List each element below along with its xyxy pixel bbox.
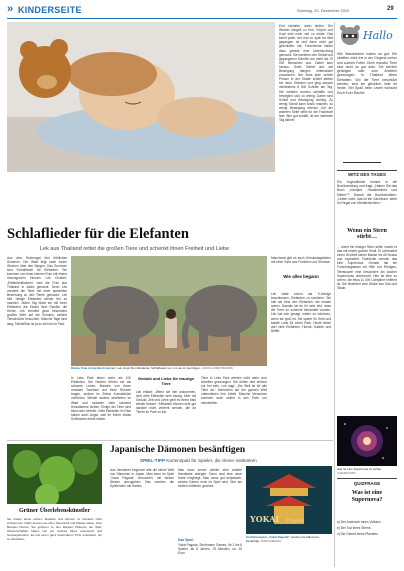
sleep-story-text: Erst schlafen, dann laufen. Der Wecker klingelt zu früh. Körper und Kopf sind noch viel zu müde. Das kennt jeder, der mal zu spät ins Bett gegangen ist und dann nicht gut geschlafen hat. Forschende haben dazu gerade eine Untersuchung gemacht. Sie werteten den Schlaf und gegangenen Schritte von mehr als 70 000 Menschen aus. Dabei kam heraus: Guter Schlaf und viel Bewegung hängen miteinander zusammen. Nur etwa jede zehnte Person in der Studie schlief sieben bis neun Stunden und ging danach mindestens 8 000 Schritte am Tag. Die meisten wurden schlafen und bewegten sich zu wenig. Daher sind Schlaf und Bewegung wichtig. Zu wenig Schlaf kann krank machen, zu wenig Bewegung ebenso. Auf der anderen Seite steht für die Fachleute fest: Wer gut schläft, ist am nächsten Tag aktiver. bbox=[279, 24, 333, 123]
sleeping-child-illustration bbox=[7, 22, 275, 172]
header-rule bbox=[7, 18, 397, 19]
elephant-text-col4: Manchmal gibt es auch Geburtstagsfeiern mit einer Torte aus Früchten und Gemüse. bbox=[271, 256, 331, 265]
elephant-photo-caption bbox=[71, 367, 267, 371]
yokai-box-title: YOKAI bbox=[250, 514, 280, 524]
moss-title: Grüner Überlebenskünstler bbox=[18, 508, 91, 514]
supernova-image bbox=[337, 416, 397, 466]
elephant-text-col4-top: Tiere in Leks Park werden nicht mehr zum Arbeiten gezwungen. Sie dürfen dort einfach nur frei sein. Lek sagt: „Die Welt ist für alle Tiere da.“ Menschen auf der ganzen Welt unterstützen ihre Arbeit. Manche Menschen kommen auch selbst in den Park, um mitzuhelfen. bbox=[201, 376, 267, 405]
hallo-box bbox=[337, 24, 397, 169]
stern-text: … wenn ein riesiger Stern stirbt, macht er das mit einem großen Knall. Er schleudert einen Großteil seiner Masse ins All hinaus und explodiert. Fachleute nennen das eine Supernova. Gerade hat ein Forschungsteam mit Hilfe von Röntgen-Teleskopen eine besondere Art solcher Supernovas untersucht. Hier ist eine zu sehen, die etwa 11 000 Lichtjahre entfernt ist. Sie hinterließ eine Wolke aus Gas und Staub. bbox=[337, 245, 397, 290]
quiz-option-c: c) Die Geburt eines Planeten bbox=[337, 532, 378, 536]
hallo-title: Hallo bbox=[363, 29, 393, 42]
begin-subheading: Wie alles begann bbox=[283, 274, 319, 279]
yokai-caption-credit: PUBLISHER/DPA bbox=[260, 539, 282, 543]
elephant-text-col2: In Leks Park leben mehr als 100 Elefanten. Die Namen führen sie als schwere Leben. Manche von ihnen mussten Touristen auf ihren Rücken tragen, andere im Zirkus Kunststücke vorführen. Wieder andere arbeiteten im Wald und mussten viele schwere Holzstämme ziehen. Einige der Tiere sind blind oder verletzt. Viele Elefanten im Park haben auch Angst, weil ihr früher etwas Schlimmes erlebt haben. bbox=[71, 376, 131, 421]
quiz-title: QUIZFRAGE bbox=[353, 481, 381, 486]
patience-subheading: Geduld und Liebe für traurige Tiere bbox=[137, 376, 195, 386]
supernova-caption-text: Hier ist eine Supernova zu sehen. bbox=[337, 467, 383, 471]
sleeping-child-photo bbox=[7, 22, 275, 172]
demons-info-label: Das Spiel bbox=[178, 538, 194, 542]
demons-info: Yokai Pagoda, Strohmann Games, für 1 bis 6 Spieler, ab 8 Jahren, 15 Minuten, ca. 15 Euro. bbox=[178, 543, 242, 556]
raccoon-mascot-icon bbox=[339, 24, 361, 46]
stern-title: Wenn ein Stern stirbt… bbox=[347, 228, 387, 240]
spiel-tipp-label: SPIEL-TIPP bbox=[140, 458, 166, 463]
yokai-caption-lead: Im Kartenspiel „Yokai Pagoda“ bbox=[246, 535, 290, 539]
section-arrow: » bbox=[7, 3, 14, 15]
witz-rule bbox=[337, 170, 397, 171]
main-headline: Schlaflieder für die Elefanten bbox=[7, 226, 189, 242]
witz-title: WITZ DES TAGES bbox=[348, 172, 386, 177]
moss-photo bbox=[7, 444, 102, 504]
witz-text: Ein Jugendlicher kommt in die Buchhandlung und fragt: „Haben Sie das Buch „Vampire. Hausbesitzer und Mieter“?“ Darauf die Buchhändlerin: „Leider nicht, das ist ein Sachbuch, steht im Regal von Mörderbüchern.“ bbox=[337, 180, 397, 206]
yokai-caption bbox=[246, 536, 332, 544]
demons-text-col2: Man kann immer wieder eine andere Handkarte ablegen. Dann wird eine neue Karte hingelegt. Man muss gut aufpassen, welche Karten noch im Spiel sind. Wer am besten mitdenkt, gewinnt. bbox=[178, 468, 242, 489]
hallo-signature bbox=[343, 152, 381, 163]
demons-text-col1: Aus Verweben beginnen alte die kleine Welt von Dämonen in Japan. Man kann im Spiel „Yokai Pagoda“ versuchen, mit diesen Wesen umzugehen. Das machen die Spielenden mit Karten. bbox=[110, 468, 174, 489]
yokai-box-subtitle: Pagoda bbox=[286, 518, 305, 524]
demons-subheadline: Kartenspaß für Spieler, die clever mitdenken bbox=[166, 458, 257, 463]
elephant-text-col1: Aus dem Dschungel tönt fröhliches Summen. Der Wald liegt nach vielen Wochen über den Bergen. Das Summen sind Schlaflieder für Elefanten. Sie kommen von einer kleinen Frau mit einem riesengroßen Herzen: Lek Chailert. „Elefantenflüsterin“ wird die Frau aus Thailand in Asien genannt. Denn Lek versteht die Tiere mit einer speziellen Beziehung zu den Tieren gemacht. Lek hilft, riesige Elefanten wieder frei zu machen. Jeden Tag blickt sie mit ihren Elefanten, die Kinder ihrer Familie, die Herde. Lek versteht ganz besonders großen Wert auf die Schulen, welche Tierschützer besuchen. Manche Tage sind lang. Schließlich ist ja so viel los im Park. bbox=[7, 256, 67, 326]
quiz-option-a: a) Der Ausbruch eines Vulkans bbox=[337, 520, 381, 524]
elephant-text-col5: Lek hatte schon als 9-Jährige beschlossen, Elefanten zu schützen. Sie half als Kind den Elefanten, die kranke waren. Damals tat es ihr sehr leid, dass die Tiere so schlecht behandelt wurden. Lek hat sich gesagt, weiter zu schützen, wenn sie groß ist. Sie sparte ihr Geld und kaufte Land für einen Park. Heute leben dort viele Elefanten, Hunde, Katzen und Büffel. bbox=[271, 292, 331, 333]
elephant-text-col3: Lek erklärt: „Wenn sie hier ankommen, sind viele Elefanten sehr traurig. Aber mit Geduld, Zeit und Liebe geht es ihnen bald wieder besser.“ Elefanten können sehr gut darüber nicht verlernt werden, die an Tieren im Park zu tun. bbox=[136, 390, 196, 415]
elephant-photo bbox=[71, 256, 267, 366]
section-title: KINDERSEITE bbox=[18, 5, 82, 15]
demons-subheadline-row bbox=[140, 458, 330, 463]
quiz-rule bbox=[337, 478, 397, 479]
main-separator bbox=[7, 440, 333, 441]
yokai-caption-text: werden die Dämonen besänftigt. bbox=[246, 535, 320, 543]
quiz-option-b: b) Der Tod eines Sterns bbox=[337, 526, 371, 530]
yokai-pagoda-box bbox=[246, 466, 332, 534]
demons-headline: Japanische Dämonen besänftigen bbox=[110, 445, 246, 455]
issue-date: Sonntag, 20. Dezember 2020 bbox=[297, 8, 350, 13]
supernova-credit: CHANDRA/DPA bbox=[337, 471, 356, 475]
caption-credit: CAROLA FRENTZEN/DPA bbox=[201, 367, 233, 370]
moss-text: Sie haben keine echten Muskeln und können im Dunkeln nicht schwimmen. Dafür können sie ohne Sauerstoff und Wasser leben. Zum Beispiel Moose. Sie gehören zu den ältesten Pflanzen der Welt. Wissenschaftler haben nun ein solches Moos untersucht und herausgefunden: Es hat einen ganz besonderen Trick entwickelt, um zu überleben. bbox=[7, 518, 102, 541]
caption-lead: Kleine Frau mit großem Herzen: bbox=[71, 366, 117, 370]
header-bar bbox=[7, 5, 397, 17]
supernova-caption bbox=[337, 468, 397, 476]
main-subheadline: Lek aus Thailand rettet die großen Tiere und schenkt ihnen Freiheit und Liebe bbox=[40, 246, 230, 252]
quiz-question: Was ist eine Supernova? bbox=[351, 490, 383, 503]
hallo-text: Wie Waschbären haben es gut: Wir streiften nicht frei in der Gegend umher und suchen Futter. Doch manche Tiere sind nicht so gut dran. Sie werden gefangen oder zum Arbeiten gezwungen. In Thailand leben Elefanten. Wo die Tiere beschützt werden, sind sie glücklich, liest ihr heute. Viel Spaß beim Lesen wünscht Euch Euer Rachel bbox=[337, 52, 397, 95]
caption-text: Lek singt ihren Elefanten Schlaflieder vor, um sie zu beruhigen. bbox=[117, 366, 202, 370]
column-divider-right bbox=[334, 22, 335, 567]
elephants-illustration bbox=[71, 256, 267, 366]
page-number: 29 bbox=[387, 6, 394, 12]
